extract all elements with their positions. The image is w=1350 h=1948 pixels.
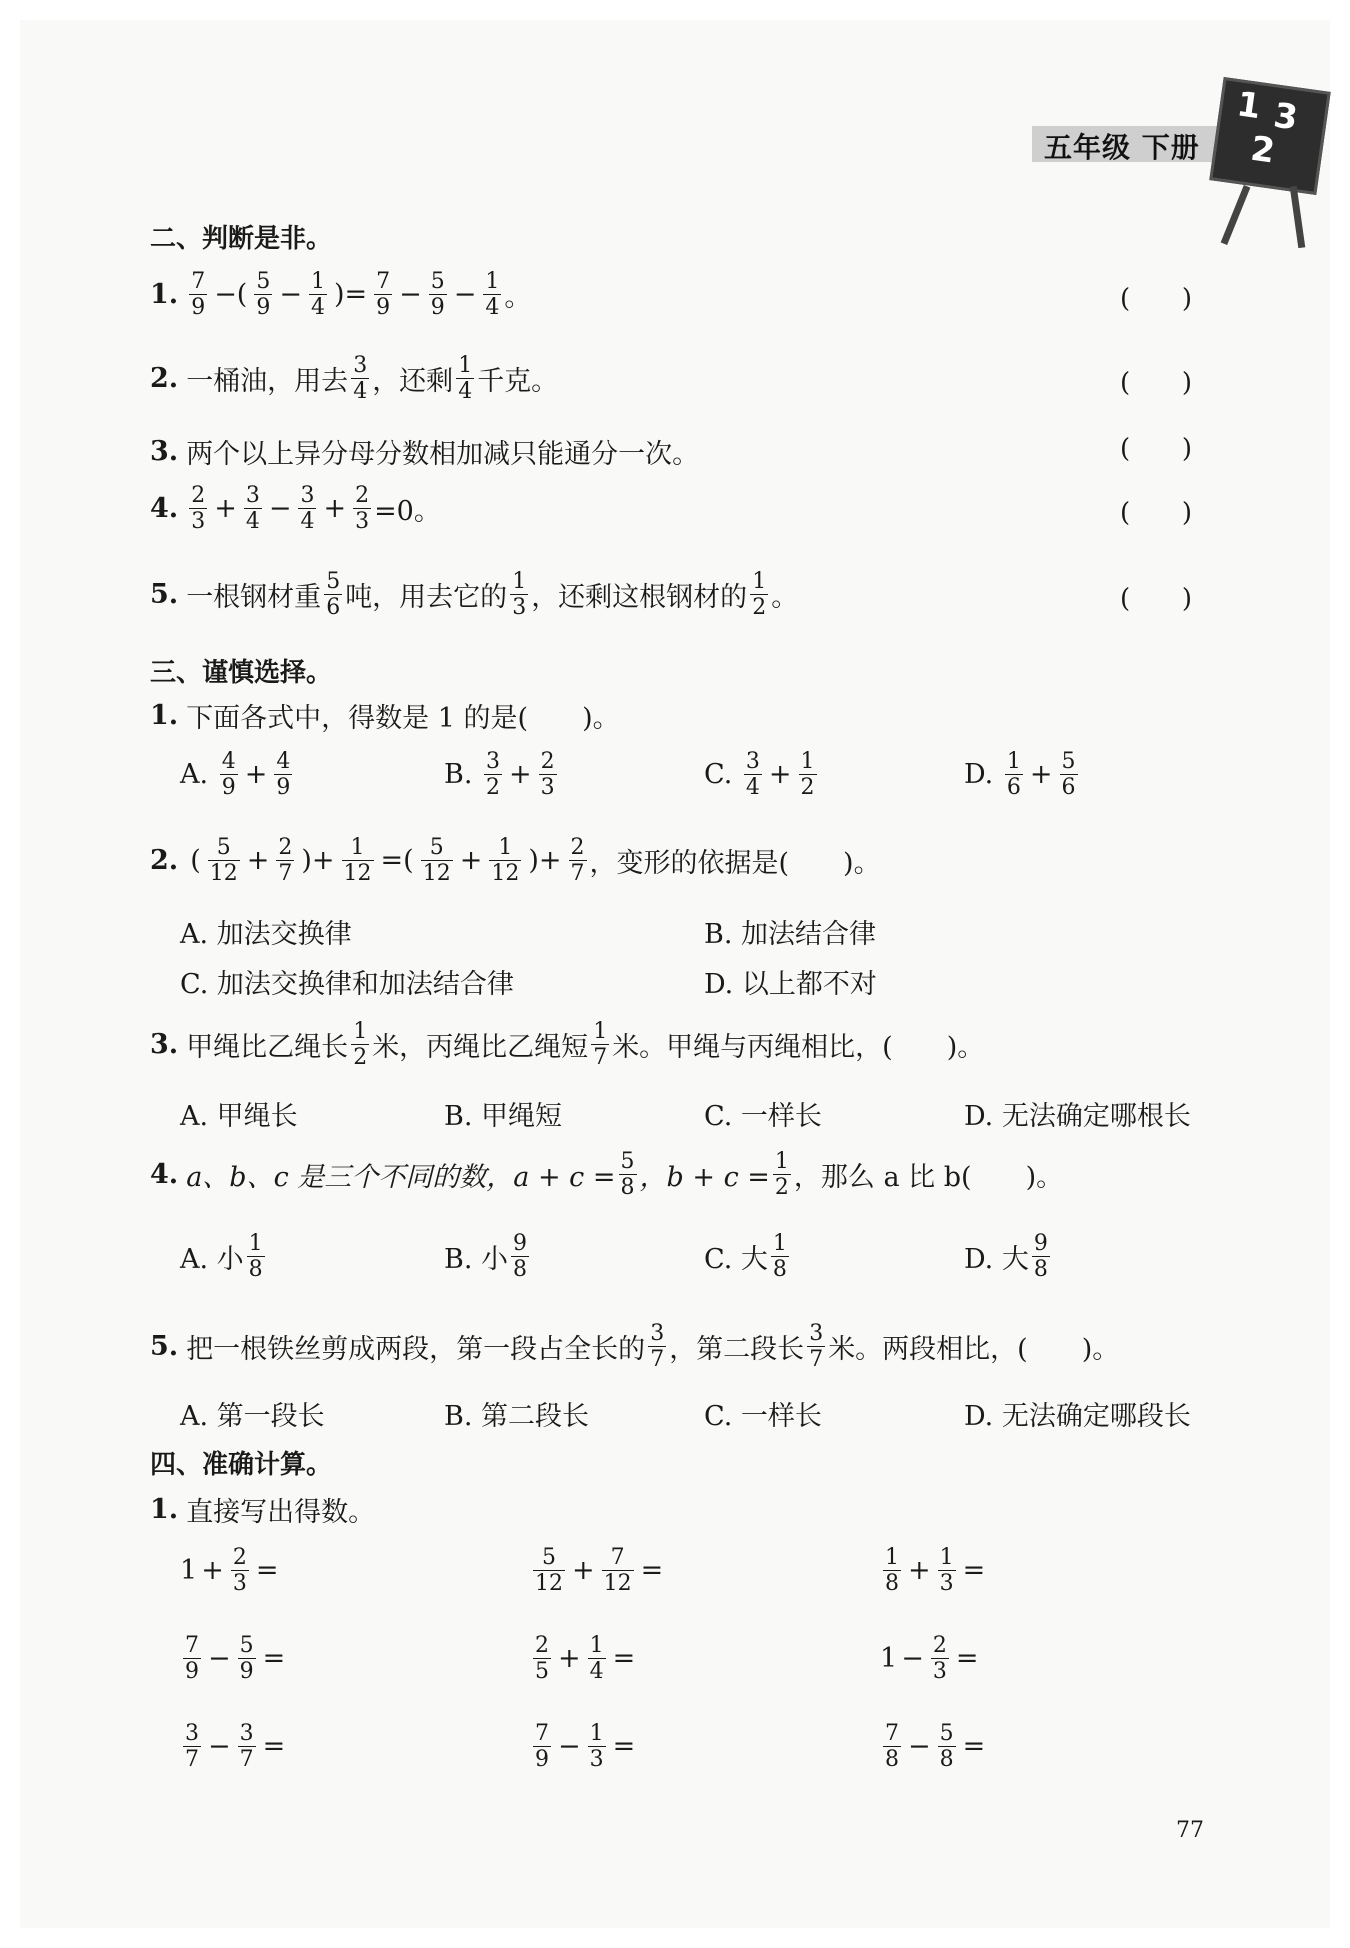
chalkboard-logo [1209,77,1330,195]
badge-digit: 3 [1271,95,1301,139]
option-d[interactable]: D. 大 $\frac{9}{8}$ [964,1231,1048,1283]
option-a[interactable]: A. $\frac{4}{9}$ + $\frac{4}{9}$ [180,749,291,801]
choice-q2: 2. ( $\frac{5}{12}$ + $\frac{2}{7}$ )+ $\frac{1}{12}$ =( $\frac{5}{12}$ + $\frac{1}{12}$ )+ $\frac{2}{7}$ ，变形的依据是( )。 [150,835,881,887]
option-d[interactable]: D. 无法确定哪根长 [964,1101,1191,1132]
calc-expression: 1 + $\frac{2}{3}$ = [180,1545,279,1597]
calc-expression: $\frac{7}{9}$ − $\frac{1}{3}$ = [535,1721,636,1773]
judge-item-1: 1. $\frac{7}{9}$ −( $\frac{5}{9}$ − $\frac{1}{4}$ )= $\frac{7}{9}$ − $\frac{5}{9}$ − $\frac{1}{4}$ 。 [150,269,532,321]
choice-q1: 1. 下面各式中，得数是 1 的是( )。 [150,700,620,734]
badge-digit: 1 [1234,84,1264,128]
option-a[interactable]: A. 加法交换律 [180,919,352,950]
calc-expression: $\frac{2}{5}$ + $\frac{1}{4}$ = [535,1633,636,1685]
option-c[interactable]: C. 加法交换律和加法结合律 [180,969,514,1000]
option-b[interactable]: B. $\frac{3}{2}$ + $\frac{2}{3}$ [444,749,555,801]
option-c[interactable]: C. 一样长 [704,1401,822,1432]
option-d[interactable]: D. 无法确定哪段长 [964,1401,1191,1432]
page-number: 77 [1176,1818,1204,1843]
option-d[interactable]: D. 以上都不对 [704,969,877,1000]
option-a[interactable]: A. 甲绳长 [180,1101,298,1132]
grade-label: 五年级 下册 [1044,131,1200,164]
option-b[interactable]: B. 加法结合律 [704,919,877,950]
calc-expression: $\frac{7}{8}$ − $\frac{5}{8}$ = [885,1721,986,1773]
choice-q3: 3. 甲绳比乙绳长 $\frac{1}{2}$ 米，丙绳比乙绳短 $\frac{1}{7}$ 米。甲绳与丙绳相比，( )。 [150,1019,985,1071]
option-c[interactable]: C. 大 $\frac{1}{8}$ [704,1231,787,1283]
option-b[interactable]: B. 小 $\frac{9}{8}$ [444,1231,528,1283]
badge-digit: 2 [1248,128,1278,172]
choice-q5: 5. 把一根铁丝剪成两段，第一段占全长的 $\frac{3}{7}$ ，第二段长 $\frac{3}{7}$ 米。两段相比，( )。 [150,1321,1120,1373]
item-number: 1. [150,279,179,311]
judge-item-2: 2. 一桶油，用去 $\frac{3}{4}$ ，还剩 $\frac{1}{4}$ 千克。 [150,353,559,405]
answer-blank[interactable]: ( ) [1120,284,1192,314]
answer-blank[interactable]: ( ) [1120,498,1192,528]
calc-expression: $\frac{1}{8}$ + $\frac{1}{3}$ = [885,1545,986,1597]
option-d[interactable]: D. $\frac{1}{6}$ + $\frac{5}{6}$ [964,749,1076,801]
option-c[interactable]: C. 一样长 [704,1101,822,1132]
option-b[interactable]: B. 第二段长 [444,1401,590,1432]
answer-blank[interactable]: ( ) [1120,584,1192,614]
calc-expression: $\frac{3}{7}$ − $\frac{3}{7}$ = [185,1721,286,1773]
answer-blank[interactable]: ( ) [1120,368,1192,398]
option-b[interactable]: B. 甲绳短 [444,1101,563,1132]
calc-expression: $\frac{7}{9}$ − $\frac{5}{9}$ = [185,1633,286,1685]
section-3-title: 三、谨慎选择。 [150,658,333,688]
judge-item-3: 3. 两个以上异分母分数相加减只能通分一次。 [150,436,700,470]
calc-expression: 1 − $\frac{2}{3}$ = [880,1633,979,1685]
judge-item-5: 5. 一根钢材重 $\frac{5}{6}$ 吨，用去它的 $\frac{1}{3}$ ，还剩这根钢材的 $\frac{1}{2}$ 。 [150,569,799,621]
option-a[interactable]: A. 第一段长 [180,1401,325,1432]
section-4-title: 四、准确计算。 [150,1450,333,1480]
section-2-title: 二、判断是非。 [150,224,333,254]
choice-q4: 4. a、b、c 是三个不同的数，a + c = $\frac{5}{8}$ ，b + c = $\frac{1}{2}$ ，那么 a 比 b( )。 [150,1149,1064,1201]
option-a[interactable]: A. 小 $\frac{1}{8}$ [180,1231,263,1283]
answer-blank[interactable]: ( ) [1120,434,1192,464]
calc-expression: $\frac{5}{12}$ + $\frac{7}{12}$ = [535,1545,664,1597]
option-c[interactable]: C. $\frac{3}{4}$ + $\frac{1}{2}$ [704,749,815,801]
calc-q1: 1. 直接写出得数。 [150,1494,376,1528]
judge-item-4: 4. $\frac{2}{3}$ + $\frac{3}{4}$ − $\frac{3}{4}$ + $\frac{2}{3}$ =0。 [150,483,441,535]
